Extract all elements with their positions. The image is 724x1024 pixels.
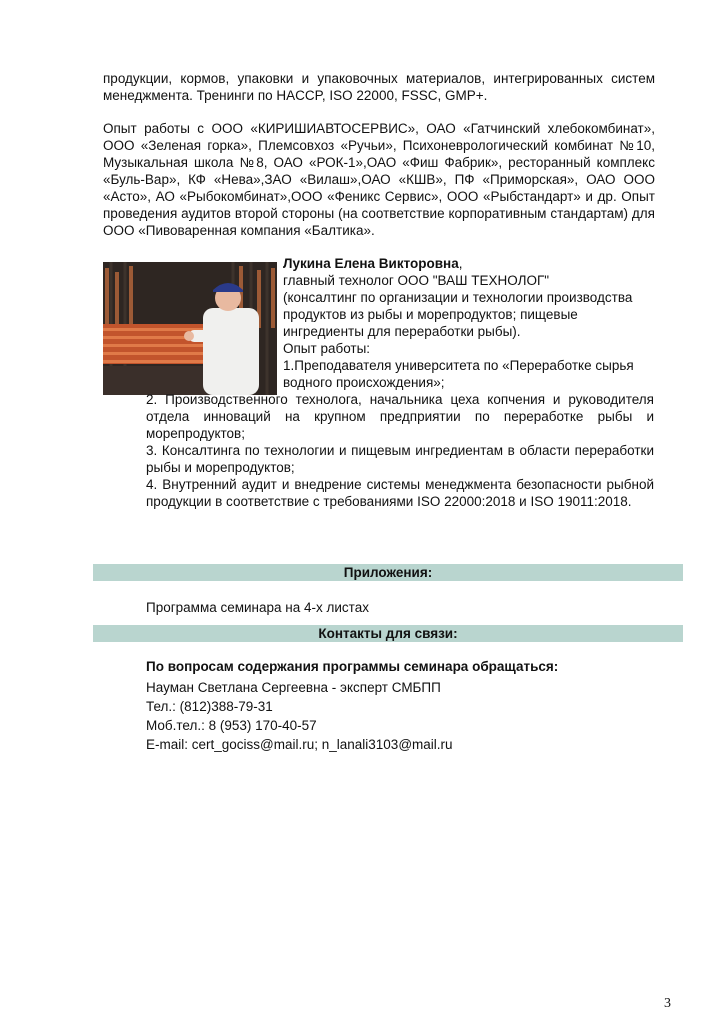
- experience-paragraph: Опыт работы с ООО «КИРИШИАВТОСЕРВИС», ОАО «Гатчинский хлебокомбинат», ООО «Зеленая горка», Племсовхоз «Ручьи», Психоневрологический комбинат №10, Музыкальная школа №8, ОАО «РОК-1»,ОАО «Фиш Фабрик», ресторанный комплекс «Буль-Вар», КФ «Нева»,ЗАО «Вилаш»,ОАО «КШВ», ПФ «Приморская», ОАО ООО «Асто», АО «Рыбокомбинат»,ООО «Феникс Сервис», ООО «Рыбстандарт» и др. Опыт проведения аудитов второй стороны (на соответствие корпоративным стандартам) для ООО «Пивоваренная компания «Балтика».: [103, 121, 655, 238]
- contact-phone: Тел.: (812)388-79-31: [146, 699, 273, 714]
- page-number: 3: [664, 996, 671, 1011]
- contact-person: Науман Светлана Сергеевна - эксперт СМБПП: [146, 680, 441, 695]
- expert-experience-item-3: 3. Консалтинга по технологии и пищевым ингредиентам в области переработки рыбы и морепродуктов;: [146, 443, 654, 475]
- expert-experience-item-4: 4. Внутренний аудит и внедрение системы менеджмента безопасности рыбной продукции в соответствие с требованиями ISO 22000:2018 и ISO 19011:2018.: [146, 477, 654, 509]
- expert-experience-item-1: 1.Преподавателя университета по «Переработке сырья водного происхождения»;: [283, 358, 634, 390]
- attachments-section-header: Приложения:: [93, 564, 683, 581]
- expert-name: Лукина Елена Викторовна: [283, 256, 459, 271]
- expert-experience-item-2: 2. Производственного технолога, начальника цеха копчения и руководителя отдела инноваций на крупном предприятии по переработке рыбы и морепродуктов;: [146, 392, 654, 441]
- expert-position: главный технолог ООО "ВАШ ТЕХНОЛОГ": [283, 273, 550, 288]
- contact-mobile: Моб.тел.: 8 (953) 170-40-57: [146, 718, 317, 733]
- expert-description: (консалтинг по организации и технологии производства продуктов из рыбы и морепродуктов; пищевые ингредиенты для переработки рыбы).: [283, 290, 633, 339]
- expert-name-suffix: ,: [458, 256, 463, 271]
- contacts-section-header: Контакты для связи:: [93, 625, 683, 642]
- expert-photo: [103, 262, 277, 395]
- contacts-heading: По вопросам содержания программы семинара обращаться:: [146, 659, 559, 674]
- intro-paragraph: продукции, кормов, упаковки и упаковочных материалов, интегрированных систем менеджмента. Тренинги по HACCP, ISO 22000, FSSC, GMP+.: [103, 71, 655, 103]
- expert-experience-list: [146, 391, 654, 510]
- expert-bio: [283, 255, 658, 391]
- attachments-text: Программа семинара на 4-х листах: [146, 600, 369, 615]
- contact-email: E-mail: cert_gociss@mail.ru; n_lanali3103@mail.ru: [146, 737, 453, 752]
- expert-experience-label: Опыт работы:: [283, 341, 371, 356]
- smoked-fish-photo-image: [103, 262, 277, 395]
